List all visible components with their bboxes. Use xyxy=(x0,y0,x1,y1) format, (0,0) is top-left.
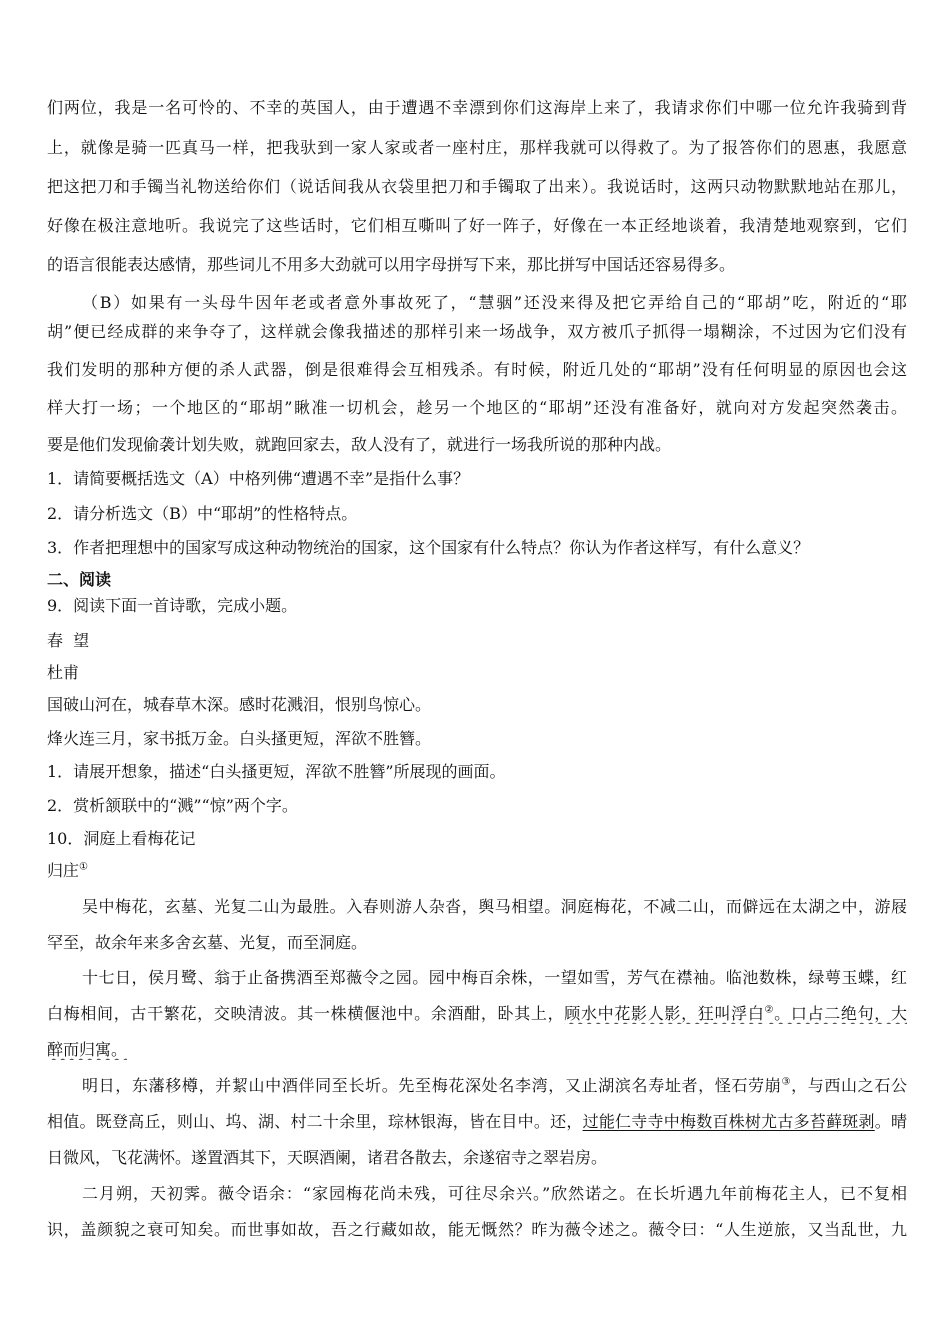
question-10-author xyxy=(47,861,907,881)
essay-para4-line: 识，盖颜貌之衰可知矣。而世事如故，吾之行藏如故，能无慨然？昨为薇令述之。薇令曰：“人生逆旅，又当乱世，九 xyxy=(47,1220,907,1239)
question-8-3: 3．作者把理想中的国家写成这种动物统治的国家，这个国家有什么特点？你认为作者这样写，有什么意义？ xyxy=(47,538,810,557)
passage-a-line: 的语言很能表达感情，那些词儿不用多大劲就可以用字母拼写下来，那比拼写中国话还容易得多。 xyxy=(47,255,736,274)
passage-b-line: 我们发明的那种方便的杀人武器，倒是很难得会互相残杀。有时候，附近几处的“耶胡”没有任何明显的原因也会这 xyxy=(47,360,907,379)
text-span: 。晴 xyxy=(874,1112,907,1131)
wavy-underlined-phrase xyxy=(564,1004,774,1023)
essay-para4-line: 二月朔，天初霁。薇令语余：“家园梅花尚未残，可往尽余兴。”欣然诺之。在长圻遇九年前梅花主人，已不复相 xyxy=(82,1184,907,1203)
text-span: 顾水中花影人影，狂叫浮白 xyxy=(564,1004,765,1023)
passage-a-line: 们两位，我是一名可怜的、不幸的英国人，由于遭遇不幸漂到你们这海岸上来了，我请求你们中哪一位允许我骑到背 xyxy=(47,98,907,117)
question-8-2: 2．请分析选文（B）中“耶胡”的性格特点。 xyxy=(47,504,358,523)
essay-para3-line xyxy=(47,1112,907,1132)
section-heading: 二、阅读 xyxy=(47,570,112,589)
text-span: 白梅相间，古干繁花，交映清波。其一株横偃池中。余酒酣，卧其上， xyxy=(47,1004,565,1023)
text-span: 。口占二绝句，大 xyxy=(774,1004,907,1023)
poem-title: 春 望 xyxy=(47,631,90,650)
question-9-intro: 9．阅读下面一首诗歌，完成小题。 xyxy=(47,596,298,615)
text-span: 相值。既登高丘，则山、坞、湖、村二十余里，琮林银海，皆在目中。还， xyxy=(47,1112,583,1131)
essay-para1-line: 罕至，故余年来多舍玄墓、光复，而至洞庭。 xyxy=(47,933,368,952)
footnote-marker: ① xyxy=(79,861,88,873)
text-span: ，与西山之石公 xyxy=(791,1076,907,1095)
footnote-marker: ② xyxy=(764,1004,775,1016)
question-9-1: 1．请展开想象，描述“白头搔更短，浑欲不胜簪”所展现的画面。 xyxy=(47,762,506,781)
essay-para3-line xyxy=(82,1076,907,1096)
passage-b-line: 样大打一场；一个地区的“耶胡”瞅准一切机会，趁另一个地区的“耶胡”还没有准备好，就向对方发起突然袭击。 xyxy=(47,398,907,417)
passage-a-line: 把这把刀和手镯当礼物送给你们（说话间我从衣袋里把刀和手镯取了出来）。我说话时，这两只动物默默地站在那儿， xyxy=(47,177,907,196)
footnote-marker: ③ xyxy=(781,1076,792,1088)
wavy-underlined-phrase: 醉而归寓。 xyxy=(47,1040,128,1059)
essay-para1-line: 吴中梅花，玄墓、光复二山为最胜。入春则游人杂沓，舆马相望。洞庭梅花，不减二山，而僻远在太湖之中，游屐 xyxy=(82,897,907,916)
passage-b-line: （B）如果有一头母牛因年老或者意外事故死了，“慧骃”还没来得及把它弄给自己的“耶胡”吃，附近的“耶 xyxy=(82,293,907,312)
poem-line: 国破山河在，城春草木深。感时花溅泪，恨别鸟惊心。 xyxy=(47,695,432,714)
passage-a-line: 上，就像是骑一匹真马一样，把我驮到一家人家或者一座村庄，那样我就可以得救了。为了报答你们的恩惠，我愿意 xyxy=(47,138,907,157)
essay-para2-line: 十七日，侯月鹭、翁于止备携酒至郑薇令之园。园中梅百余株，一望如雪，芳气在襟袖。临池数株，绿萼玉蝶，红 xyxy=(82,968,907,987)
underlined-sentence: 过能仁寺寺中梅数百株树尤古多苔藓斑剥 xyxy=(582,1112,875,1131)
passage-a-line: 好像在极注意地听。我说完了这些话时，它们相互嘶叫了好一阵子，好像在一本正经地谈着，我清楚地观察到，它们 xyxy=(47,216,907,235)
question-9-2: 2．赏析颔联中的“溅”“惊”两个字。 xyxy=(47,796,298,815)
essay-para2-line xyxy=(47,1040,907,1060)
poem-author: 杜甫 xyxy=(47,663,80,682)
author-name: 归庄 xyxy=(47,861,80,880)
question-10-title: 10．洞庭上看梅花记 xyxy=(47,829,196,848)
essay-para3-line: 日微风，飞花满怀。遂置酒其下，天暝酒阑，诸君各散去，余遂宿寺之翠岩房。 xyxy=(47,1148,608,1167)
text-span: 明日，东藩移樽，并絜山中酒伴同至长圻。先至梅花深处名李湾，又止湖滨名寿址者，怪石劳崩 xyxy=(82,1076,782,1095)
question-8-1: 1．请简要概括选文（A）中格列佛“遭遇不幸”是指什么事？ xyxy=(47,469,470,488)
passage-b-line: 胡”便已经成群的来争夺了，这样就会像我描述的那样引来一场战争，双方被爪子抓得一塌糊涂，不过因为它们没有 xyxy=(47,322,907,341)
passage-b-line: 要是他们发现偷袭计划失败，就跑回家去，敌人没有了，就进行一场我所说的那种内战。 xyxy=(47,435,672,454)
poem-line: 烽火连三月，家书抵万金。白头搔更短，浑欲不胜簪。 xyxy=(47,729,432,748)
essay-para2-line xyxy=(47,1004,907,1024)
